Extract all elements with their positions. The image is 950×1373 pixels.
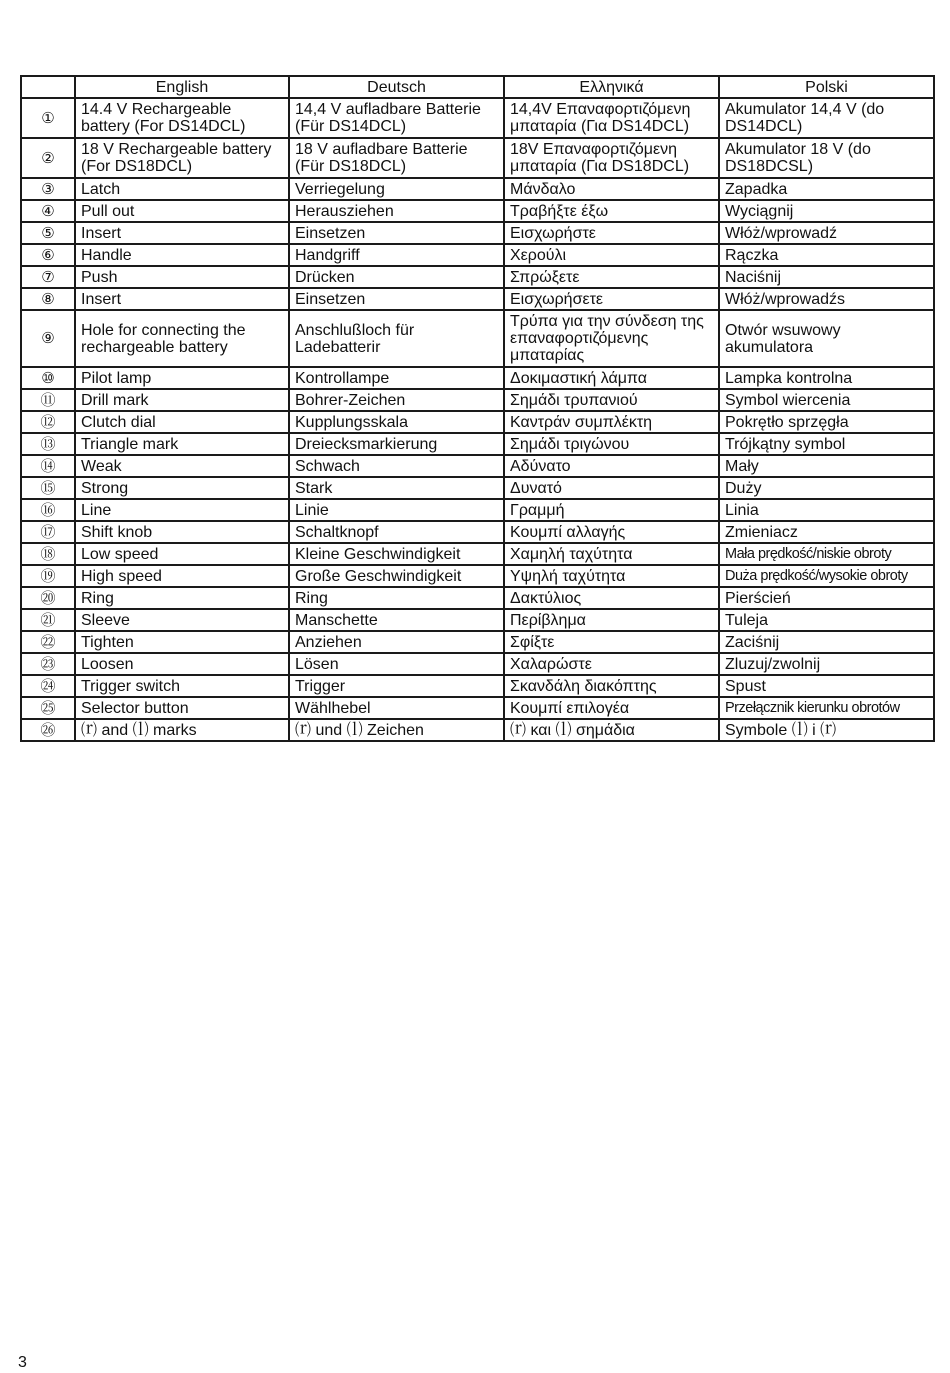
cell-deutsch: Stark	[289, 477, 504, 499]
circled-number: ②	[41, 149, 55, 167]
cell-greek: Σφίξτε	[504, 631, 719, 653]
table-row	[21, 455, 934, 477]
cell-greek: Σπρώξετε	[504, 266, 719, 288]
table-row	[21, 653, 934, 675]
cell-english: Strong	[75, 477, 289, 499]
cell-english: Low speed	[75, 543, 289, 565]
cell-english: Push	[75, 266, 289, 288]
table-row	[21, 222, 934, 244]
cell-greek: Περίβλημα	[504, 609, 719, 631]
item-number	[21, 477, 75, 499]
header-english: English	[75, 76, 289, 98]
circled-number: ⑦	[41, 268, 55, 286]
cell-english: Pull out	[75, 200, 289, 222]
cell-deutsch: Lösen	[289, 653, 504, 675]
table-row	[21, 697, 934, 719]
cell-english: Ring	[75, 587, 289, 609]
cell-polski: Symbole ⒧ i ⒭	[719, 719, 934, 741]
cell-deutsch: Handgriff	[289, 244, 504, 266]
cell-deutsch: Bohrer-Zeichen	[289, 389, 504, 411]
cell-greek: Χαλαρώστε	[504, 653, 719, 675]
cell-english: Tighten	[75, 631, 289, 653]
cell-polski: Lampka kontrolna	[719, 367, 934, 389]
circled-number: ㉓	[40, 655, 56, 673]
table-row	[21, 433, 934, 455]
cell-polski: Spust	[719, 675, 934, 697]
header-number	[21, 76, 75, 98]
cell-english: Pilot lamp	[75, 367, 289, 389]
cell-greek: Υψηλή ταχύτητα	[504, 565, 719, 587]
table-row	[21, 244, 934, 266]
table-row	[21, 499, 934, 521]
item-number	[21, 98, 75, 138]
cell-english: Hole for connecting the rechargeable battery	[75, 310, 289, 367]
table-row	[21, 266, 934, 288]
cell-greek: Σκανδάλη διακόπτης	[504, 675, 719, 697]
table-row	[21, 367, 934, 389]
circled-number: ⑫	[40, 413, 56, 431]
page-number: 3	[18, 1354, 27, 1371]
circled-number: ⑭	[40, 457, 56, 475]
header-deutsch: Deutsch	[289, 76, 504, 98]
table-row	[21, 719, 934, 741]
header-row	[21, 76, 934, 98]
cell-deutsch: 14,4 V aufladbare Batterie (Für DS14DCL)	[289, 98, 504, 138]
table-row	[21, 200, 934, 222]
table-row	[21, 138, 934, 178]
cell-english: Drill mark	[75, 389, 289, 411]
circled-number: ⑰	[40, 523, 56, 541]
circled-number: ⑨	[41, 330, 55, 347]
table-row	[21, 411, 934, 433]
cell-english: Shift knob	[75, 521, 289, 543]
header-greek: Ελληνικά	[504, 76, 719, 98]
cell-polski: Akumulator 14,4 V (do DS14DCL)	[719, 98, 934, 138]
cell-greek: 14,4V Επαναφορτιζόμενη μπαταρία (Για DS14DCL)	[504, 98, 719, 138]
cell-deutsch: ⒭ und ⒧ Zeichen	[289, 719, 504, 741]
cell-deutsch: Anziehen	[289, 631, 504, 653]
item-number	[21, 499, 75, 521]
cell-polski: Włóż/wprowadźs	[719, 288, 934, 310]
cell-deutsch: Kupplungsskala	[289, 411, 504, 433]
cell-deutsch: 18 V aufladbare Batterie (Für DS18DCL)	[289, 138, 504, 178]
cell-greek: Σημάδι τρυπανιού	[504, 389, 719, 411]
cell-polski: Zaciśnij	[719, 631, 934, 653]
cell-deutsch: Schaltknopf	[289, 521, 504, 543]
table-row	[21, 310, 934, 367]
cell-greek: Χερούλι	[504, 244, 719, 266]
cell-greek: Τραβήξτε έξω	[504, 200, 719, 222]
table-row	[21, 521, 934, 543]
item-number	[21, 565, 75, 587]
cell-english: ⒭ and ⒧ marks	[75, 719, 289, 741]
cell-greek: Δακτύλιος	[504, 587, 719, 609]
cell-english: 18 V Rechargeable battery (For DS18DCL)	[75, 138, 289, 178]
cell-polski: Zapadka	[719, 178, 934, 200]
item-number	[21, 631, 75, 653]
cell-polski: Naciśnij	[719, 266, 934, 288]
cell-english: 14.4 V Rechargeable battery (For DS14DCL)	[75, 98, 289, 138]
cell-polski: Otwór wsuwowy akumulatora	[719, 310, 934, 367]
cell-deutsch: Manschette	[289, 609, 504, 631]
item-number	[21, 222, 75, 244]
cell-deutsch: Einsetzen	[289, 222, 504, 244]
cell-greek: Σημάδι τριγώνου	[504, 433, 719, 455]
cell-greek: Μάνδαλο	[504, 178, 719, 200]
cell-greek: ⒭ και ⒧ σημάδια	[504, 719, 719, 741]
cell-polski: Pierścień	[719, 587, 934, 609]
cell-polski: Wyciągnij	[719, 200, 934, 222]
circled-number: ⑤	[41, 224, 55, 242]
cell-deutsch: Wählhebel	[289, 697, 504, 719]
cell-english: Selector button	[75, 697, 289, 719]
circled-number: ⑲	[40, 567, 56, 585]
table-row	[21, 389, 934, 411]
item-number	[21, 266, 75, 288]
circled-number: ㉔	[40, 677, 56, 695]
cell-english: High speed	[75, 565, 289, 587]
table-row	[21, 98, 934, 138]
table-row	[21, 609, 934, 631]
circled-number: ④	[41, 202, 55, 220]
item-number	[21, 521, 75, 543]
cell-deutsch: Große Geschwindigkeit	[289, 565, 504, 587]
item-number	[21, 288, 75, 310]
cell-deutsch: Anschlußloch für Ladebatterir	[289, 310, 504, 367]
cell-english: Weak	[75, 455, 289, 477]
cell-deutsch: Kleine Geschwindigkeit	[289, 543, 504, 565]
table-row	[21, 178, 934, 200]
cell-polski: Akumulator 18 V (do DS18DCSL)	[719, 138, 934, 178]
item-number	[21, 675, 75, 697]
cell-deutsch: Dreiecksmarkierung	[289, 433, 504, 455]
legend-table	[20, 75, 935, 742]
cell-polski: Duży	[719, 477, 934, 499]
table-row	[21, 543, 934, 565]
item-number	[21, 244, 75, 266]
cell-english: Handle	[75, 244, 289, 266]
cell-deutsch: Linie	[289, 499, 504, 521]
cell-deutsch: Kontrollampe	[289, 367, 504, 389]
cell-deutsch: Einsetzen	[289, 288, 504, 310]
item-number	[21, 697, 75, 719]
item-number	[21, 653, 75, 675]
cell-polski: Duża prędkość/wysokie obroty	[719, 565, 934, 587]
circled-number: ㉕	[40, 699, 56, 717]
item-number	[21, 367, 75, 389]
item-number	[21, 411, 75, 433]
cell-polski: Tuleja	[719, 609, 934, 631]
cell-polski: Przełącznik kierunku obrotów	[719, 697, 934, 719]
cell-deutsch: Verriegelung	[289, 178, 504, 200]
table-row	[21, 477, 934, 499]
table-row	[21, 288, 934, 310]
circled-number: ⑥	[41, 246, 55, 264]
cell-english: Latch	[75, 178, 289, 200]
cell-greek: Κουμπί αλλαγής	[504, 521, 719, 543]
cell-greek: Δοκιμαστική λάμπα	[504, 367, 719, 389]
cell-deutsch: Ring	[289, 587, 504, 609]
item-number	[21, 455, 75, 477]
circled-number: ㉒	[40, 633, 56, 651]
cell-polski: Rączka	[719, 244, 934, 266]
table-row	[21, 631, 934, 653]
cell-deutsch: Schwach	[289, 455, 504, 477]
cell-polski: Zmieniacz	[719, 521, 934, 543]
item-number	[21, 609, 75, 631]
table-row	[21, 565, 934, 587]
item-number	[21, 200, 75, 222]
cell-english: Trigger switch	[75, 675, 289, 697]
cell-deutsch: Trigger	[289, 675, 504, 697]
cell-greek: Καντράν συμπλέκτη	[504, 411, 719, 433]
cell-polski: Symbol wiercenia	[719, 389, 934, 411]
circled-number: ①	[41, 109, 55, 127]
cell-greek: Τρύπα για την σύνδεση της επαναφορτιζόμενης μπαταρίας	[504, 310, 719, 367]
table-row	[21, 587, 934, 609]
cell-english: Insert	[75, 222, 289, 244]
item-number	[21, 138, 75, 178]
cell-english: Clutch dial	[75, 411, 289, 433]
cell-polski: Mała prędkość/niskie obroty	[719, 543, 934, 565]
cell-polski: Zluzuj/zwolnij	[719, 653, 934, 675]
circled-number: ⑯	[40, 501, 56, 519]
cell-polski: Trójkątny symbol	[719, 433, 934, 455]
item-number	[21, 178, 75, 200]
item-number	[21, 587, 75, 609]
circled-number: ⑬	[40, 435, 56, 453]
item-number	[21, 433, 75, 455]
item-number	[21, 389, 75, 411]
cell-greek: Εισχωρήσετε	[504, 288, 719, 310]
cell-deutsch: Herausziehen	[289, 200, 504, 222]
cell-polski: Pokrętło sprzęgła	[719, 411, 934, 433]
table-row	[21, 675, 934, 697]
cell-greek: Κουμπί επιλογέα	[504, 697, 719, 719]
cell-english: Insert	[75, 288, 289, 310]
circled-number: ③	[41, 180, 55, 198]
item-number	[21, 310, 75, 367]
cell-english: Sleeve	[75, 609, 289, 631]
cell-english: Line	[75, 499, 289, 521]
circled-number: ⑧	[41, 290, 55, 308]
cell-polski: Linia	[719, 499, 934, 521]
circled-number: ⑩	[41, 369, 55, 387]
cell-greek: Δυνατό	[504, 477, 719, 499]
cell-greek: Αδύνατο	[504, 455, 719, 477]
cell-deutsch: Drücken	[289, 266, 504, 288]
item-number	[21, 543, 75, 565]
circled-number: ⑪	[40, 391, 56, 409]
cell-greek: Γραμμή	[504, 499, 719, 521]
header-polski: Polski	[719, 76, 934, 98]
circled-number: ⑱	[40, 545, 56, 563]
circled-number: ㉑	[40, 611, 56, 629]
cell-greek: Χαμηλή ταχύτητα	[504, 543, 719, 565]
cell-polski: Mały	[719, 455, 934, 477]
circled-number: ⑮	[40, 479, 56, 497]
item-number	[21, 719, 75, 741]
circled-number: ⑳	[40, 589, 56, 607]
cell-english: Triangle mark	[75, 433, 289, 455]
cell-english: Loosen	[75, 653, 289, 675]
circled-number: ㉖	[40, 721, 56, 739]
cell-polski: Włóż/wprowadź	[719, 222, 934, 244]
cell-greek: 18V Επαναφορτιζόμενη μπαταρία (Για DS18DCL)	[504, 138, 719, 178]
cell-greek: Εισχωρήστε	[504, 222, 719, 244]
